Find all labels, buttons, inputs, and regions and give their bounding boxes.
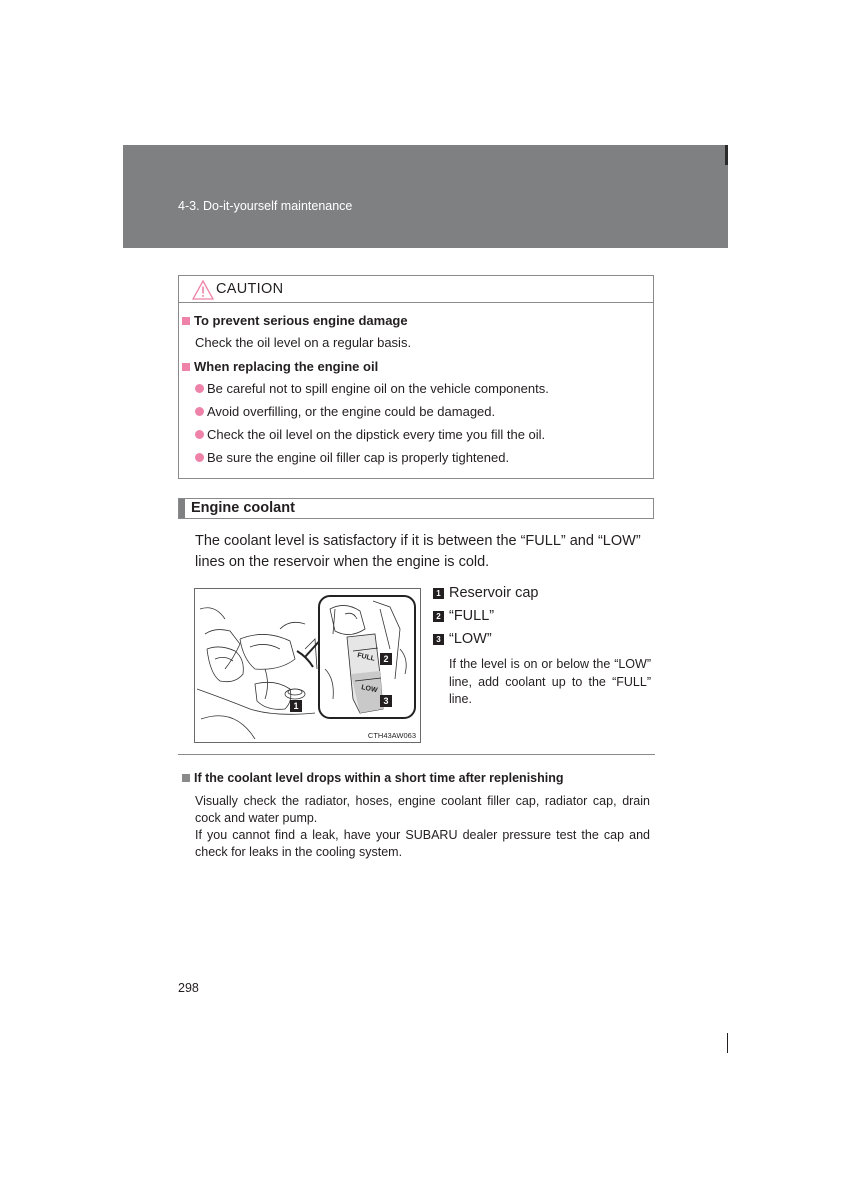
header-thumb-tab — [725, 145, 728, 165]
caution-bullet: Check the oil level on the dipstick every time you fill the oil. — [195, 427, 545, 442]
pink-square-bullet — [182, 317, 190, 325]
pink-dot-bullet — [195, 407, 204, 416]
callout-badge-1: 1 — [290, 700, 302, 712]
low-marking: LOW — [360, 684, 379, 695]
callout-badge-3: 3 — [380, 695, 392, 707]
caution-heading-engine-damage: To prevent serious engine damage — [182, 313, 408, 328]
subsection-heading — [178, 498, 654, 519]
caution-bullet: Avoid overfilling, or the engine could be damaged. — [195, 404, 495, 419]
subsection-title: Engine coolant — [191, 500, 295, 516]
full-marking: FULL — [356, 652, 376, 663]
legend-item-low: 3 “LOW” — [433, 631, 492, 647]
coolant-reservoir-illustration — [194, 588, 421, 743]
pink-dot-bullet — [195, 453, 204, 462]
callout-badge-2: 2 — [380, 653, 392, 665]
note-heading: If the coolant level drops within a short time after replenishing — [182, 771, 564, 785]
page-number: 298 — [178, 981, 199, 995]
coolant-intro-paragraph: The coolant level is satisfactory if it is between the “FULL” and “LOW” lines on the reservoir when the engine is cold. — [195, 533, 641, 570]
engine-bay-drawing — [195, 589, 421, 743]
caution-label: CAUTION — [216, 281, 284, 297]
caution-bullet: Be sure the engine oil filler cap is properly tightened. — [195, 450, 509, 465]
figure-code: CTH43AW063 — [367, 731, 416, 740]
caution-header — [179, 276, 653, 303]
legend-item-reservoir-cap: 1 Reservoir cap — [433, 585, 538, 601]
caution-heading-replacing-oil: When replacing the engine oil — [182, 359, 378, 374]
warning-triangle-icon — [192, 280, 214, 300]
caution-text: Check the oil level on a regular basis. — [195, 335, 412, 350]
caution-box — [178, 275, 654, 479]
margin-tick — [727, 1033, 728, 1053]
pink-dot-bullet — [195, 384, 204, 393]
pink-square-bullet — [182, 363, 190, 371]
pink-dot-bullet — [195, 430, 204, 439]
note-paragraph: If you cannot find a leak, have your SUBARU dealer pressure test the cap and check for leaks in the cooling system. — [195, 828, 650, 859]
legend-item-full: 2 “FULL” — [433, 608, 494, 624]
grey-square-bullet — [182, 774, 190, 782]
section-header-band — [123, 145, 728, 248]
legend-note: If the level is on or below the “LOW” line, add coolant up to the “FULL” line. — [449, 657, 651, 706]
section-title: 4-3. Do-it-yourself maintenance — [178, 199, 353, 213]
note-paragraph: Visually check the radiator, hoses, engine coolant filler cap, radiator cap, drain cock and water pump. — [195, 794, 650, 825]
caution-bullet: Be careful not to spill engine oil on the vehicle components. — [195, 381, 549, 396]
subsection-accent-bar — [179, 499, 185, 518]
divider — [178, 754, 655, 755]
